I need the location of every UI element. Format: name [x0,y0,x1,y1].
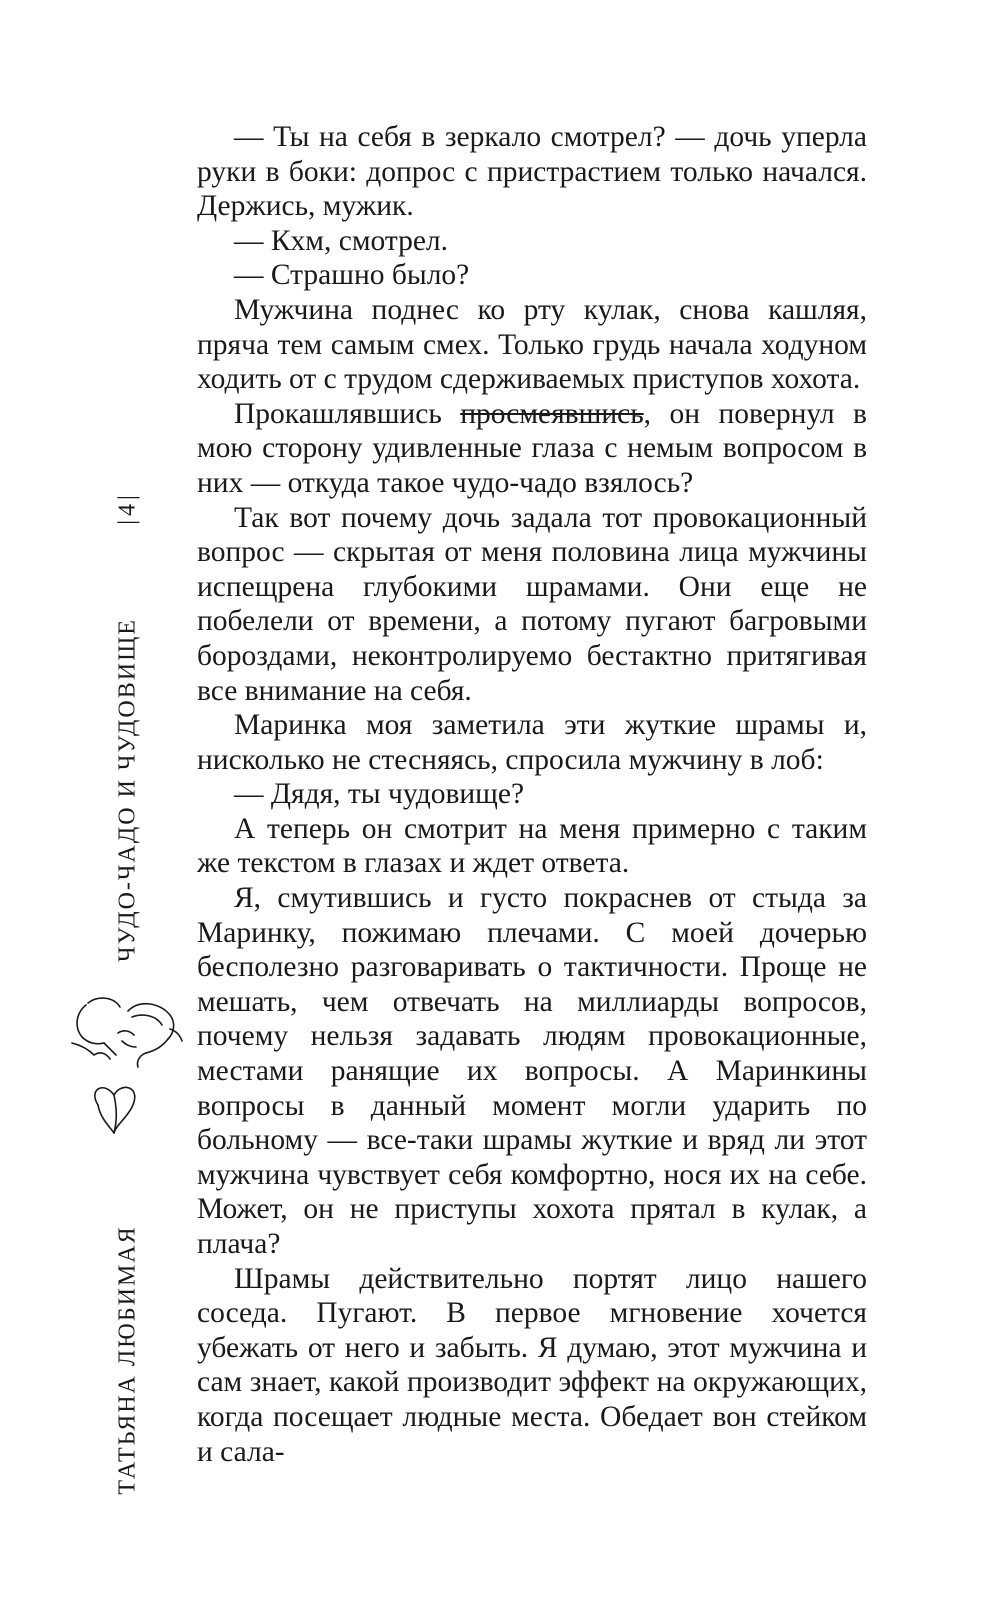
running-head-author [108,1200,148,1520]
running-head-title [108,600,148,980]
paragraph [197,397,867,501]
paragraph: Я, смутившись и густо покраснев от стыда за Маринку, пожимаю плечами. С моей дочерью бесполезно разговаривать о тактичности. Проще не мешать, чем отвечать на миллиарды вопросов, почему нельзя задавать людям провокационные, местами ранящие их вопросы. А Маринкины вопросы в данный момент могли ударить по больному — все-таки шрамы жуткие и вряд ли этот мужчина чувствует себя комфортно, нося их на себе. Может, он не приступы хохота прятал в кулак, а плача? [197,882,867,1260]
running-head-author-text: ТАТЬЯНА ЛЮБИМАЯ [114,1225,141,1495]
paragraph-part: , он повернул в мою сторону удивленные глаза с немым вопросом в них — откуда такое чудо-чадо взялось? [197,397,867,499]
paragraph: — Страшно было? [234,259,470,292]
paragraph: — Кхм, смотрел. [234,224,449,257]
running-head-title-text: ЧУДО-ЧАДО И ЧУДОВИЩЕ [114,618,141,962]
paragraph: А теперь он смотрит на меня примерно с таким же текстом в глазах и ждет ответа. [197,812,867,880]
paragraph-part: Прокашлявшись [234,397,461,430]
couple-line-art-logo [58,985,188,1145]
page-number [108,478,148,538]
struck-through-word: просмеявшись [460,397,644,430]
body-text [197,120,867,1469]
paragraph: Так вот почему дочь задала тот провокационный вопрос — скрытая от меня половина лица мужчины испещрена глубокими шрамами. Они еще не побелели от времени, а потому пугают багровыми бороздами, неконтролируемо бестактно притягивая все внимание на себя. [197,501,867,707]
page-number-text: |4| [114,491,141,525]
paragraph: Мужчина поднес ко рту кулак, снова кашляя, пряча тем самым смех. Только грудь начала ходуном ходить от с трудом сдерживаемых приступов хохота. [197,293,867,396]
paragraph: — Ты на себя в зеркало смотрел? — дочь уперла руки в боки: допрос с пристрастием только начался. Держись, мужик. [197,121,867,223]
paragraph: Шрамы действительно портят лицо нашего соседа. Пугают. В первое мгновение хочется убежать от него и забыть. Я думаю, этот мужчина и сам знает, какой производит эффект на окружающих, когда посещает людные места. Обедает вон стейком и сала- [197,1262,867,1468]
paragraph: — Дядя, ты чудовище? [234,778,525,811]
paragraph: Маринка моя заметила эти жуткие шрамы и, нисколько не стесняясь, спросила мужчину в лоб: [197,709,867,776]
